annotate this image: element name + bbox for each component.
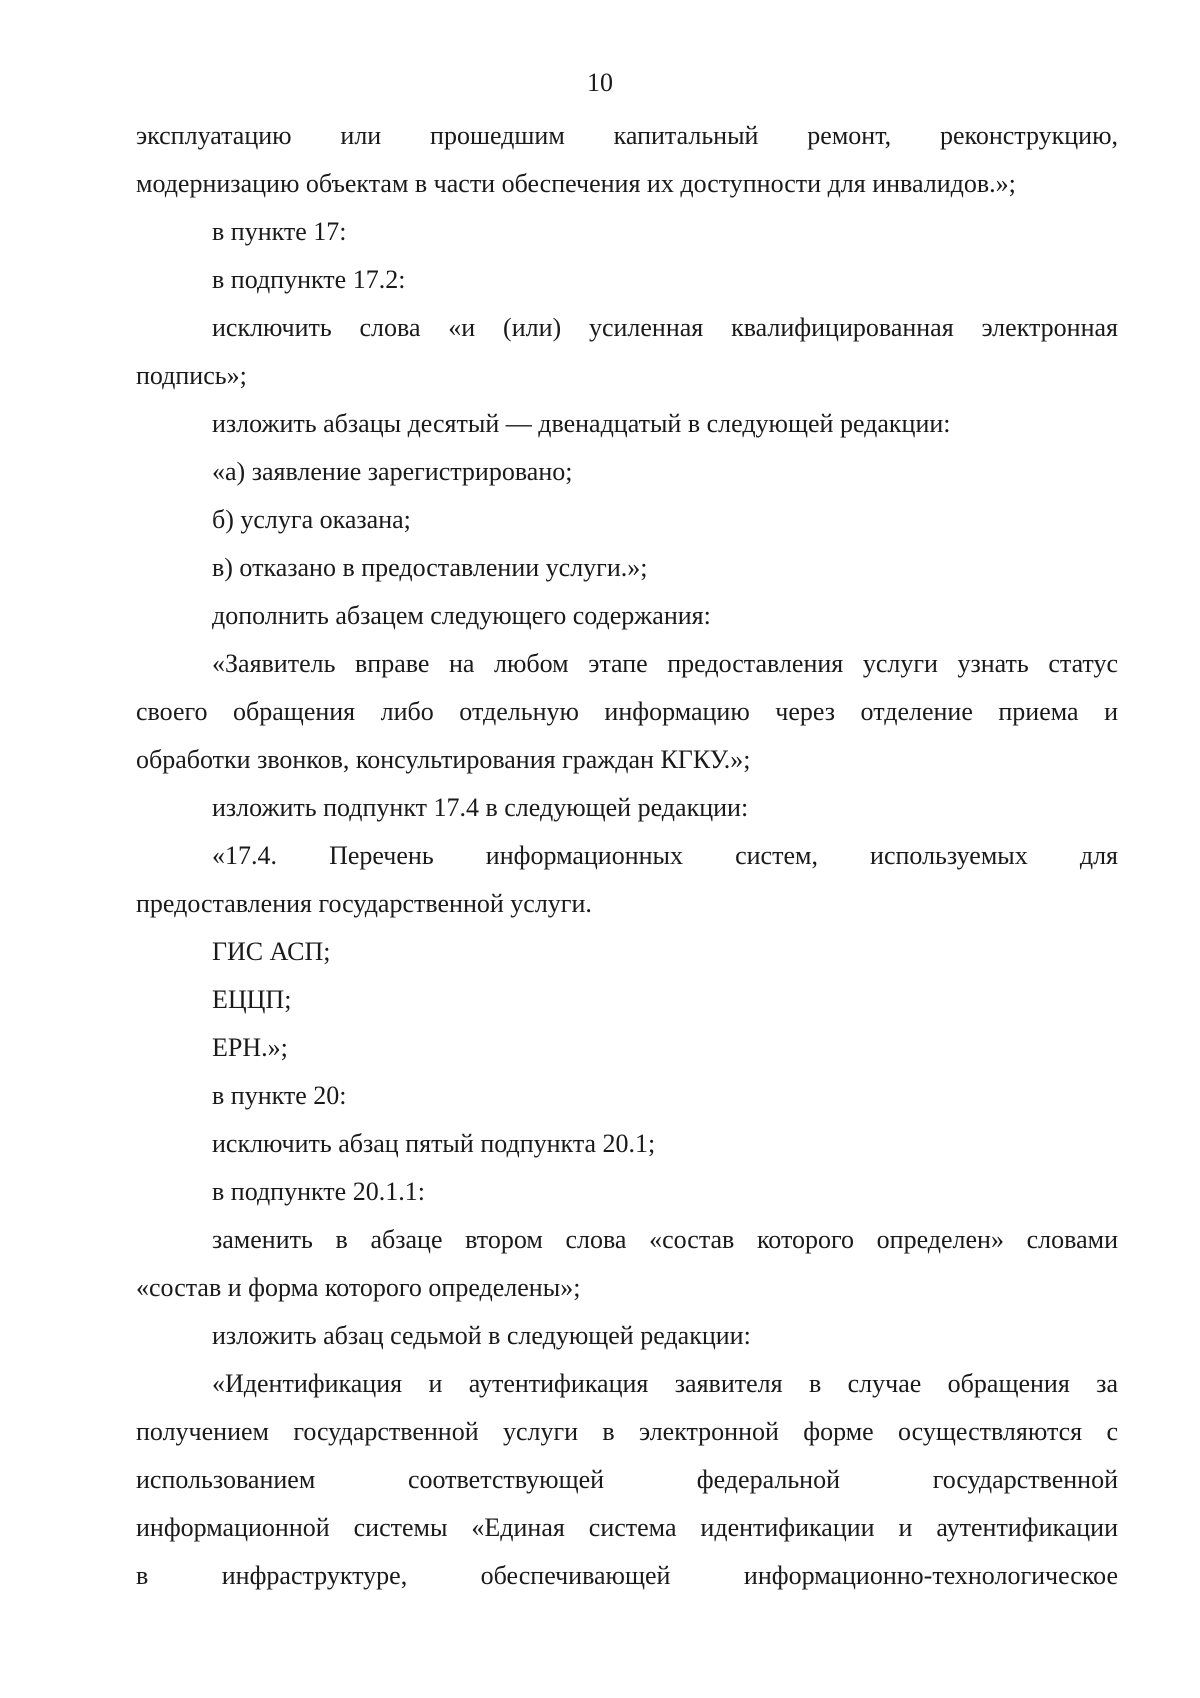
text-line: получением государственной услуги в электронной форме осуществляются с bbox=[136, 1417, 1118, 1446]
text-line: в инфраструктуре, обеспечивающей информационно-технологическое bbox=[136, 1561, 1118, 1590]
text-line: изложить подпункт 17.4 в следующей редакции: bbox=[212, 793, 749, 822]
text-line: заменить в абзаце втором слова «состав которого определен» словами bbox=[212, 1225, 1118, 1254]
text-line: «Идентификация и аутентификация заявителя в случае обращения за bbox=[212, 1369, 1118, 1398]
text-line: в) отказано в предоставлении услуги.»; bbox=[212, 553, 648, 582]
text-line: б) услуга оказана; bbox=[212, 505, 411, 534]
text-line: использованием соответствующей федеральной государственной bbox=[136, 1465, 1118, 1494]
text-line: в подпункте 17.2: bbox=[212, 265, 406, 294]
text-line: исключить слова «и (или) усиленная квалифицированная электронная bbox=[212, 313, 1118, 342]
text-line: информационной системы «Единая система идентификации и аутентификации bbox=[136, 1513, 1118, 1542]
text-line: ГИС АСП; bbox=[212, 937, 331, 966]
text-line: «17.4. Перечень информационных систем, используемых для bbox=[212, 841, 1118, 870]
text-line: подпись»; bbox=[136, 361, 247, 390]
text-line: «а) заявление зарегистрировано; bbox=[212, 457, 573, 486]
text-line: в подпункте 20.1.1: bbox=[212, 1177, 425, 1206]
text-line: предоставления государственной услуги. bbox=[136, 889, 592, 918]
page-number: 10 bbox=[587, 68, 613, 97]
text-line: в пункте 20: bbox=[212, 1081, 347, 1110]
text-line: изложить абзац седьмой в следующей редакции: bbox=[212, 1321, 751, 1350]
text-line: ЕЦЦП; bbox=[212, 985, 292, 1014]
text-line: обработки звонков, консультирования граждан КГКУ.»; bbox=[136, 745, 751, 774]
text-line: своего обращения либо отдельную информацию через отделение приема и bbox=[136, 697, 1118, 726]
text-line: ЕРН.»; bbox=[212, 1033, 288, 1062]
document-body bbox=[136, 112, 1118, 1600]
text-line: в пункте 17: bbox=[212, 217, 347, 246]
text-line: дополнить абзацем следующего содержания: bbox=[212, 601, 711, 630]
text-line: изложить абзацы десятый — двенадцатый в следующей редакции: bbox=[212, 409, 951, 438]
text-line: эксплуатацию или прошедшим капитальный ремонт, реконструкцию, bbox=[136, 121, 1118, 150]
text-line: исключить абзац пятый подпункта 20.1; bbox=[212, 1129, 656, 1158]
text-line: «Заявитель вправе на любом этапе предоставления услуги узнать статус bbox=[212, 649, 1118, 678]
text-line: модернизацию объектам в части обеспечения их доступности для инвалидов.»; bbox=[136, 169, 1016, 198]
text-line: «состав и форма которого определены»; bbox=[136, 1273, 581, 1302]
